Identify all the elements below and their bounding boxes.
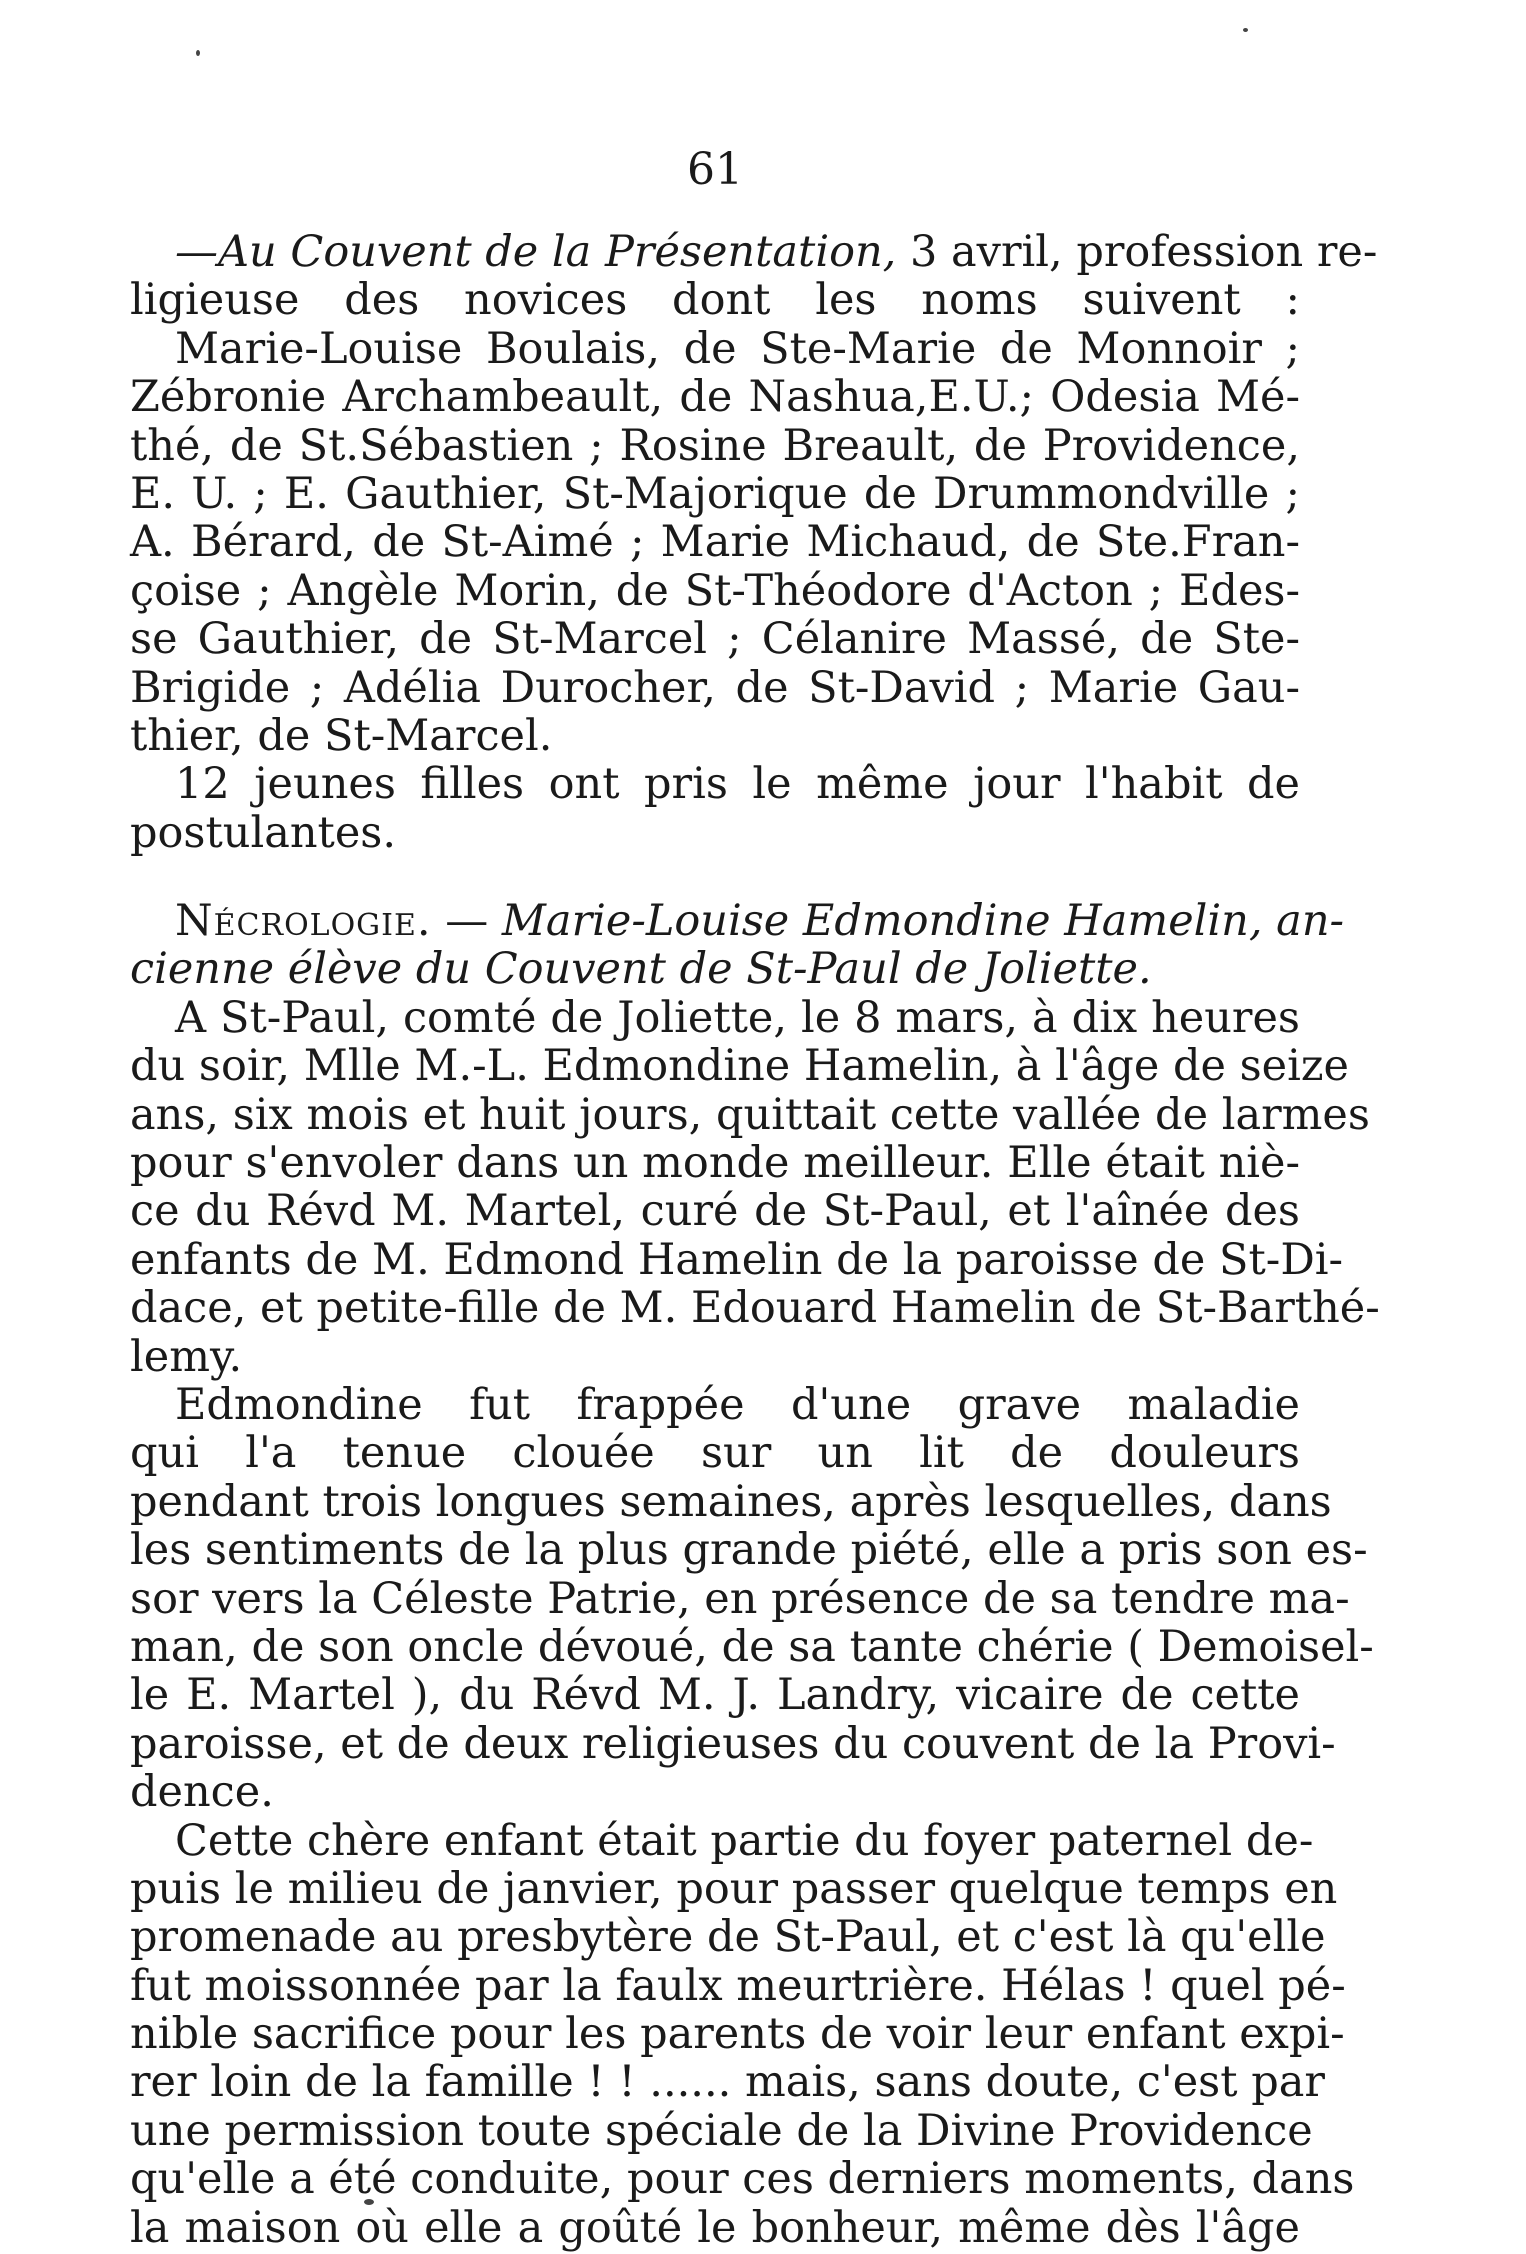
text-line: dace, et petite-fille de M. Edouard Hamelin de St-Barthé-: [130, 1283, 1380, 1334]
text-line: une permission toute spéciale de la Divine Providence: [130, 2105, 1313, 2156]
text-line: qui l'a tenue clouée sur un lit de douleurs: [130, 1428, 1300, 1479]
book-page: [130, 140, 1380, 2253]
necrologie-heading: [130, 896, 1345, 995]
text-line: thé, de St.Sébastien ; Rosine Breault, de Providence,: [130, 420, 1300, 471]
text-line: puis le milieu de janvier, pour passer quelque temps en: [130, 1863, 1338, 1914]
text-line: la maison où elle a goûté le bonheur, même dès l'âge: [130, 2202, 1300, 2253]
text-line: thier, de St-Marcel.: [130, 710, 553, 761]
text-span: 3 avril, profession re-: [896, 227, 1378, 277]
text-line: lemy.: [130, 1331, 243, 1382]
text-line: qu'elle a été conduite, pour ces derniers moments, dans: [130, 2154, 1355, 2205]
text-line: postulantes.: [130, 807, 396, 858]
paragraph-illness: [130, 1379, 1374, 1818]
heading-dash: —: [431, 896, 502, 947]
text-line: ligieuse des novices dont les noms suivent :: [130, 275, 1300, 326]
text-line: nible sacrifice pour les parents de voir leur enfant expi-: [130, 2009, 1345, 2060]
text-line: [130, 896, 1345, 947]
text-line: pour s'envoler dans un monde meilleur. Elle était niè-: [130, 1138, 1300, 1189]
text-line: Edmondine fut frappée d'une grave maladie: [175, 1379, 1300, 1430]
text-line: A. Bérard, de St-Aimé ; Marie Michaud, de Ste.Fran-: [130, 517, 1300, 568]
paragraph-death-notice: [130, 992, 1380, 1382]
necrologie-title: Marie-Louise Edmondine Hamelin, an-: [501, 896, 1345, 947]
text-line: rer loin de la famille ! ! ...... mais, sans doute, c'est par: [130, 2057, 1325, 2108]
text-line: çoise ; Angèle Morin, de St-Théodore d'Acton ; Edes-: [130, 565, 1300, 616]
text-line: Brigide ; Adélia Durocher, de St-David ; Marie Gau-: [130, 662, 1300, 713]
text-line: promenade au presbytère de St-Paul, et c'est là qu'elle: [130, 1912, 1326, 1963]
paragraph-sacrifice: [130, 1815, 1355, 2253]
text-line: ans, six mois et huit jours, quittait cette vallée de larmes: [130, 1089, 1370, 1140]
text-line: se Gauthier, de St-Marcel ; Célanire Massé, de Ste-: [130, 614, 1300, 665]
paragraph-profession: [130, 227, 1378, 761]
italic-lead: —Au Couvent de la Présentation,: [175, 227, 897, 277]
text-line: paroisse, et de deux religieuses du couvent de la Provi-: [130, 1718, 1336, 1769]
necrologie-label: Nécrologie.: [175, 896, 432, 947]
text-line: Cette chère enfant était partie du foyer paternel de-: [175, 1815, 1314, 1866]
section-gap: [130, 857, 1300, 897]
print-speck: [196, 50, 200, 56]
text-line: E. U. ; E. Gauthier, St-Majorique de Drummondville ;: [130, 468, 1300, 519]
text-line: 12 jeunes filles ont pris le même jour l'habit de: [175, 759, 1300, 810]
text-line: pendant trois longues semaines, après lesquelles, dans: [130, 1476, 1332, 1527]
text-line: [130, 227, 1378, 277]
text-line: les sentiments de la plus grande piété, elle a pris son es-: [130, 1525, 1368, 1576]
paragraph-postulantes: [130, 760, 1300, 857]
page-number: 61: [687, 144, 743, 195]
text-line: A St-Paul, comté de Joliette, le 8 mars, à dix heures: [175, 992, 1300, 1043]
text-line: fut moissonnée par la faulx meurtrière. Hélas ! quel pé-: [130, 1960, 1346, 2011]
text-line: sor vers la Céleste Patrie, en présence de sa tendre ma-: [130, 1573, 1350, 1624]
text-line: Zébronie Archambeault, de Nashua,E.U.; Odesia Mé-: [130, 372, 1300, 423]
print-speck: [1243, 28, 1248, 32]
text-line: dence.: [130, 1767, 274, 1818]
text-line: man, de son oncle dévoué, de sa tante chérie ( Demoisel-: [130, 1621, 1374, 1672]
text-line: du soir, Mlle M.-L. Edmondine Hamelin, à l'âge de seize: [130, 1041, 1349, 1092]
text-line: ce du Révd M. Martel, curé de St-Paul, et l'aînée des: [130, 1186, 1300, 1237]
text-line: le E. Martel ), du Révd M. J. Landry, vicaire de cette: [130, 1670, 1300, 1721]
text-line: cienne élève du Couvent de St-Paul de Joliette.: [130, 944, 1152, 995]
text-line: Marie-Louise Boulais, de Ste-Marie de Monnoir ;: [175, 323, 1300, 374]
text-line: enfants de M. Edmond Hamelin de la paroisse de St-Di-: [130, 1234, 1344, 1285]
